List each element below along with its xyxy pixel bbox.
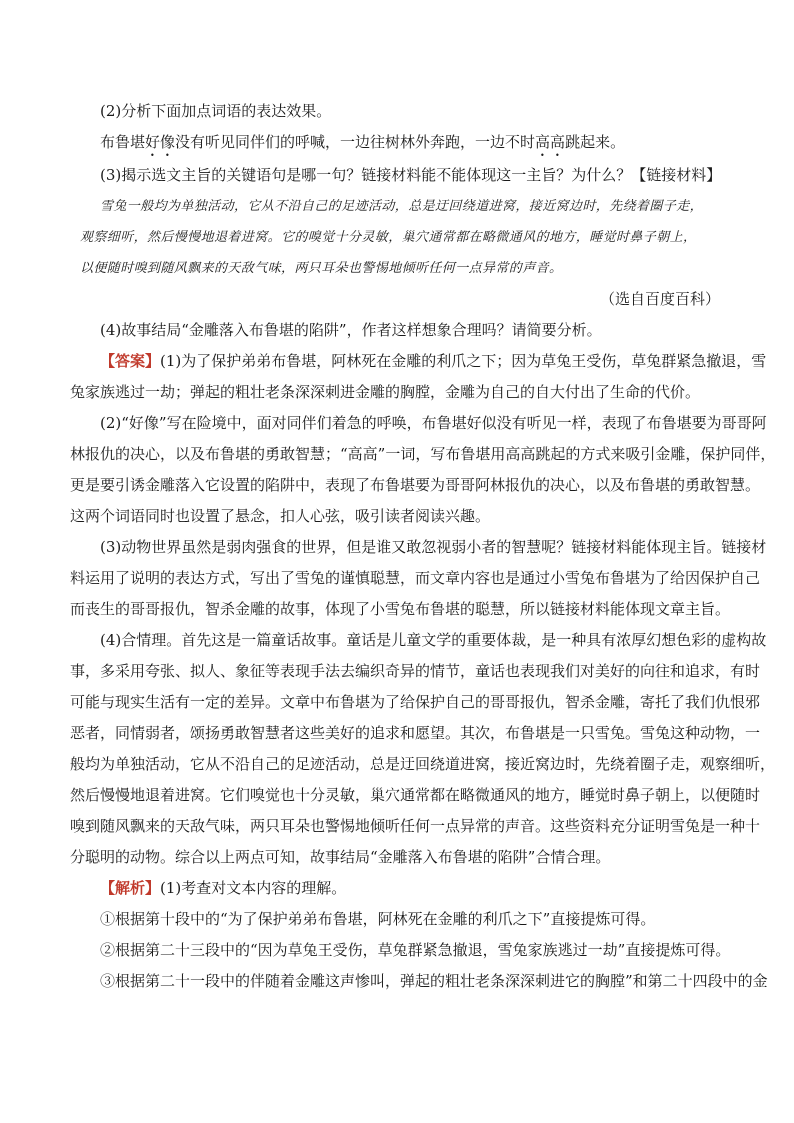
q4-prompt: (4)故事结局“金雕落入布鲁堪的陷阱”，作者这样想象合理吗？请简要分析。	[100, 321, 602, 339]
analysis-point: ③根据第二十一段中的伴随着金雕这声惨叫，弹起的粗壮老条深深刺进它的胸膛”和第二十四段中的金	[100, 972, 768, 990]
q2-sentence: 布鲁堪好像没有听见同伴们的呼喊，一边往树林外奔跑，一边不时高高跳起来。	[100, 133, 626, 151]
answer-4-line: 般均为单独活动，它从不沿自己的足迹活动，总是迂回绕道进窝，接近窝边时，先绕着圈子走，观察细听，	[70, 755, 776, 773]
answer-tag: 【答案】	[100, 352, 161, 370]
material-source: （选自百度百科）	[599, 290, 720, 308]
answer-3-line: 料运用了说明的表达方式，写出了雪兔的谨慎聪慧，而文章内容也是通过小雪兔布鲁堪为了给因保护自己	[70, 569, 761, 587]
answer-3-line: (3)动物世界虽然是弱肉强食的世界，但是谁又敢忽视弱小者的智慧呢？链接材料能体现主旨。链接材	[100, 538, 767, 556]
answer-4-line: (4)合情理。首先这是一篇童话故事。童话是儿童文学的重要体裁，是一种具有浓厚幻想色彩的虚构故	[100, 631, 767, 649]
answer-4-line: 可能与现实生活有一定的差异。文章中布鲁堪为了给保护自己的哥哥报仇，智杀金雕，寄托了我们仇恨邪	[70, 693, 761, 711]
answer-2-line: 更是要引诱金雕落入它设置的陷阱中，表现了布鲁堪要为哥哥阿林报仇的决心，以及布鲁堪的勇敢智慧。	[70, 476, 761, 494]
answer-2-line: 这两个词语同时也设置了悬念，扣人心弦，吸引读者阅读兴趣。	[70, 507, 491, 525]
answer-4-line: 恶者，同情弱者，颂扬勇敢智慧者这些美好的追求和愿望。其次，布鲁堪是一只雪兔。雪兔这种动物，一	[70, 724, 761, 742]
answer-4-line: 然后慢慢地退着进窝。它们嗅觉也十分灵敏，巢穴通常都在略微通风的地方，睡觉时鼻子朝上，以便随时	[70, 786, 761, 804]
material-line: 雪兔一般均为单独活动，它从不沿自己的足迹活动，总是迂回绕道进窝，接近窝边时，先绕着圈子走，	[100, 199, 704, 214]
answer-2-line: (2)“好像”写在险境中，面对同伴们着急的呼唤，布鲁堪好似没有听见一样，表现了布鲁堪要为哥哥阿	[100, 414, 767, 432]
analysis-intro: 【解析】(1)考查对文本内容的理解。	[100, 879, 347, 897]
q2-prompt: (2)分析下面加点词语的表达效果。	[100, 102, 332, 120]
answer-4-line: 嗅到随风飘来的天敌气味，两只耳朵也警惕地倾听任何一点异常的声音。这些资料充分证明雪兔是一种十	[70, 817, 761, 835]
answer-1-line: 【答案】(1)为了保护弟弟布鲁堪，阿林死在金雕的利爪之下；因为草兔王受伤，草兔群紧急撤退，雪	[100, 352, 767, 370]
document-page	[70, 96, 776, 997]
answer-2-line: 林报仇的决心，以及布鲁堪的勇敢智慧；“高高”一词，写布鲁堪用高高跳起的方式来吸引金雕，保护同伴，	[70, 445, 776, 463]
answer-4-line: 事，多采用夸张、拟人、象征等表现手法去编织奇异的情节，童话也表现我们对美好的向往和追求，有时	[70, 662, 761, 680]
dotted-word-gaogao: 高高	[535, 133, 566, 151]
answer-4-line: 分聪明的动物。综合以上两点可知，故事结局“金雕落入布鲁堪的陷阱”合情合理。	[70, 848, 611, 866]
answer-1-line: 兔家族逃过一劫；弹起的粗壮老条深深刺进金雕的胸膛，金雕为自己的自大付出了生命的代价。	[70, 383, 701, 401]
material-line: 以便随时嗅到随风飘来的天敌气味，两只耳朵也警惕地倾听任何一点异常的声音。	[80, 261, 563, 276]
analysis-point: ②根据第二十三段中的“因为草兔王受伤，草兔群紧急撤退，雪兔家族逃过一劫”直接提炼可得。	[100, 941, 731, 959]
answer-3-line: 而丧生的哥哥报仇，智杀金雕的故事，体现了小雪兔布鲁堪的聪慧，所以链接材料能体现文章主旨。	[70, 600, 731, 618]
analysis-tag: 【解析】	[100, 879, 161, 897]
dotted-word-haoxiang: 好像	[145, 133, 176, 151]
material-line: 观察细听，然后慢慢地退着进窝。它的嗅觉十分灵敏，巢穴通常都在略微通风的地方，睡觉时鼻子朝上，	[80, 230, 697, 245]
analysis-point: ①根据第十段中的“为了保护弟弟布鲁堪，阿林死在金雕的利爪之下”直接提炼可得。	[100, 910, 656, 928]
q3-prompt: (3)揭示选文主旨的关键语句是哪一句？链接材料能不能体现这一主旨？为什么？【链接材料】	[100, 166, 722, 184]
